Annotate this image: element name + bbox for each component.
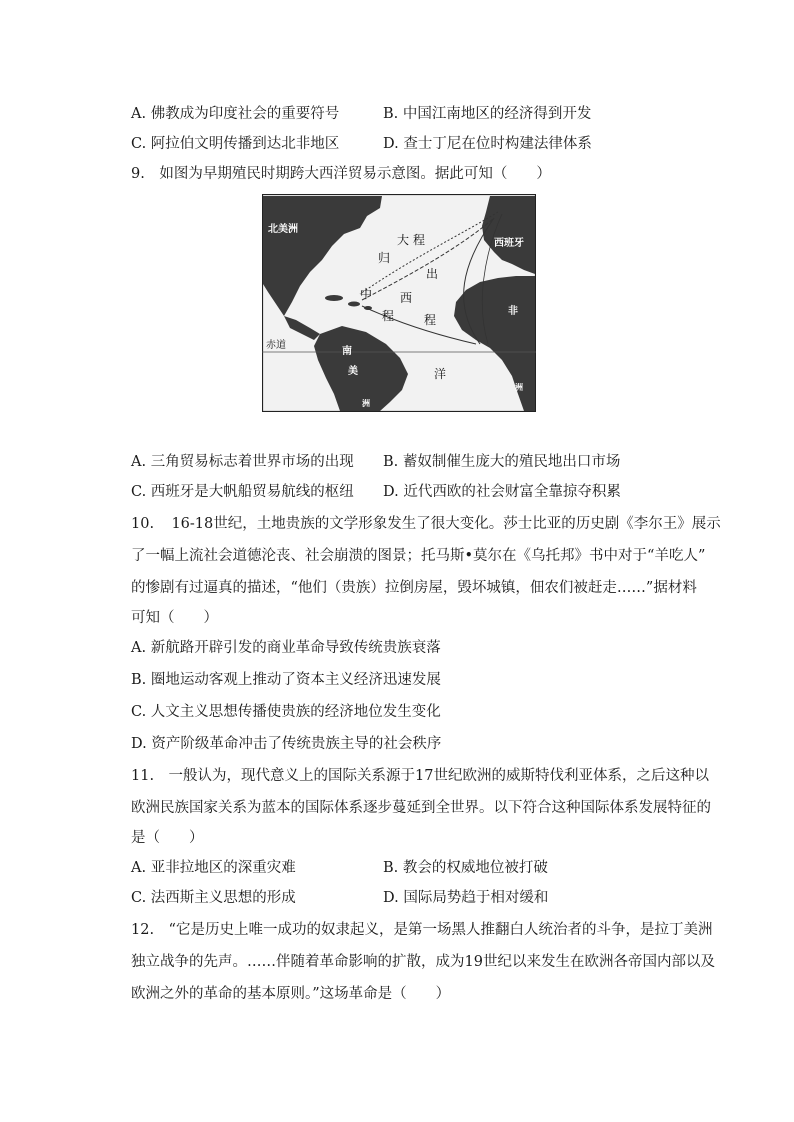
q12-stem-line1: 12. “它是历史上唯一成功的奴隶起义，是第一场黑人推翻白人统治者的斗争，是拉丁美洲 [131, 922, 713, 938]
label-route-1: 大 [397, 233, 410, 247]
label-equator: 赤道 [266, 340, 286, 351]
q9-option-d: D. 近代西欧的社会财富全靠掠夺积累 [383, 484, 621, 500]
q10-option-a: A. 新航路开辟引发的商业革命导致传统贵族衰落 [131, 640, 441, 656]
q10-stem-line1: 10. 16-18世纪，土地贵族的文学形象发生了很大变化。莎士比亚的历史剧《李尔王》展示 [131, 516, 721, 532]
label-south-america-3: 洲 [362, 399, 370, 408]
q8-option-c: C. 阿拉伯文明传播到达北非地区 [131, 136, 340, 152]
q9-option-c: C. 西班牙是大帆船贸易航线的枢纽 [131, 484, 354, 500]
q10-stem-line2: 了一幅上流社会道德沦丧、社会崩溃的图景；托马斯•莫尔在《乌托邦》书中对于“羊吃人” [131, 548, 706, 564]
label-route-4: 出 [426, 267, 439, 281]
q11-option-a: A. 亚非拉地区的深重灾难 [131, 860, 296, 876]
q11-stem-line3: 是（ ） [131, 830, 204, 846]
q12-stem-line3: 欧洲之外的革命的基本原则。”这场革命是（ ） [131, 986, 451, 1002]
atlantic-trade-map [262, 194, 536, 412]
q9-option-a: A. 三角贸易标志着世界市场的出现 [131, 454, 354, 470]
label-africa-2: 洲 [515, 383, 523, 392]
caribbean-island [348, 302, 360, 307]
label-spain: 西班牙 [494, 238, 524, 249]
q8-option-d: D. 查士丁尼在位时构建法律体系 [383, 136, 592, 152]
q9-stem: 9. 如图为早期殖民时期跨大西洋贸易示意图。据此可知（ ） [131, 166, 551, 182]
q10-option-d: D. 资产阶级革命冲击了传统贵族主导的社会秩序 [131, 736, 442, 752]
label-route-5: 中 [360, 287, 373, 301]
q11-stem-line1: 11. 一般认为，现代意义上的国际关系源于17世纪欧洲的威斯特伐利亚体系，之后这种以 [131, 768, 710, 784]
q11-option-b: B. 教会的权威地位被打破 [383, 860, 548, 876]
label-south-america-1: 南 [342, 346, 352, 357]
q9-option-b: B. 蓄奴制催生庞大的殖民地出口市场 [383, 454, 621, 470]
q8-option-a: A. 佛教成为印度社会的重要符号 [131, 106, 340, 122]
q10-stem-line3: 的惨剧有过逼真的描述，“他们（贵族）拉倒房屋，毁坏城镇，佃农们被赶走……”据材料 [131, 580, 697, 596]
caribbean-island [325, 295, 343, 301]
label-africa: 非 [508, 306, 518, 317]
label-route-6: 西 [400, 291, 413, 305]
label-route-7: 程 [382, 309, 395, 323]
q11-option-d: D. 国际局势趋于相对缓和 [383, 890, 549, 906]
label-route-3: 归 [378, 251, 391, 265]
q10-option-b: B. 圈地运动客观上推动了资本主义经济迅速发展 [131, 672, 441, 688]
q11-option-c: C. 法西斯主义思想的形成 [131, 890, 296, 906]
q10-stem-line4: 可知（ ） [131, 610, 218, 626]
q10-option-c: C. 人文主义思想传播使贵族的经济地位发生变化 [131, 704, 441, 720]
label-route-2: 程 [413, 233, 426, 247]
label-south-america-2: 美 [348, 366, 358, 377]
label-route-8: 程 [424, 313, 437, 327]
q11-stem-line2: 欧洲民族国家关系为蓝本的国际体系逐步蔓延到全世界。以下符合这种国际体系发展特征的 [131, 800, 711, 816]
q12-stem-line2: 独立战争的先声。……伴随着革命影响的扩散，成为19世纪以来发生在欧洲各帝国内部以及 [131, 954, 715, 970]
label-ocean: 洋 [434, 367, 447, 381]
label-north-america: 北美洲 [268, 224, 298, 235]
q8-option-b: B. 中国江南地区的经济得到开发 [383, 106, 592, 122]
